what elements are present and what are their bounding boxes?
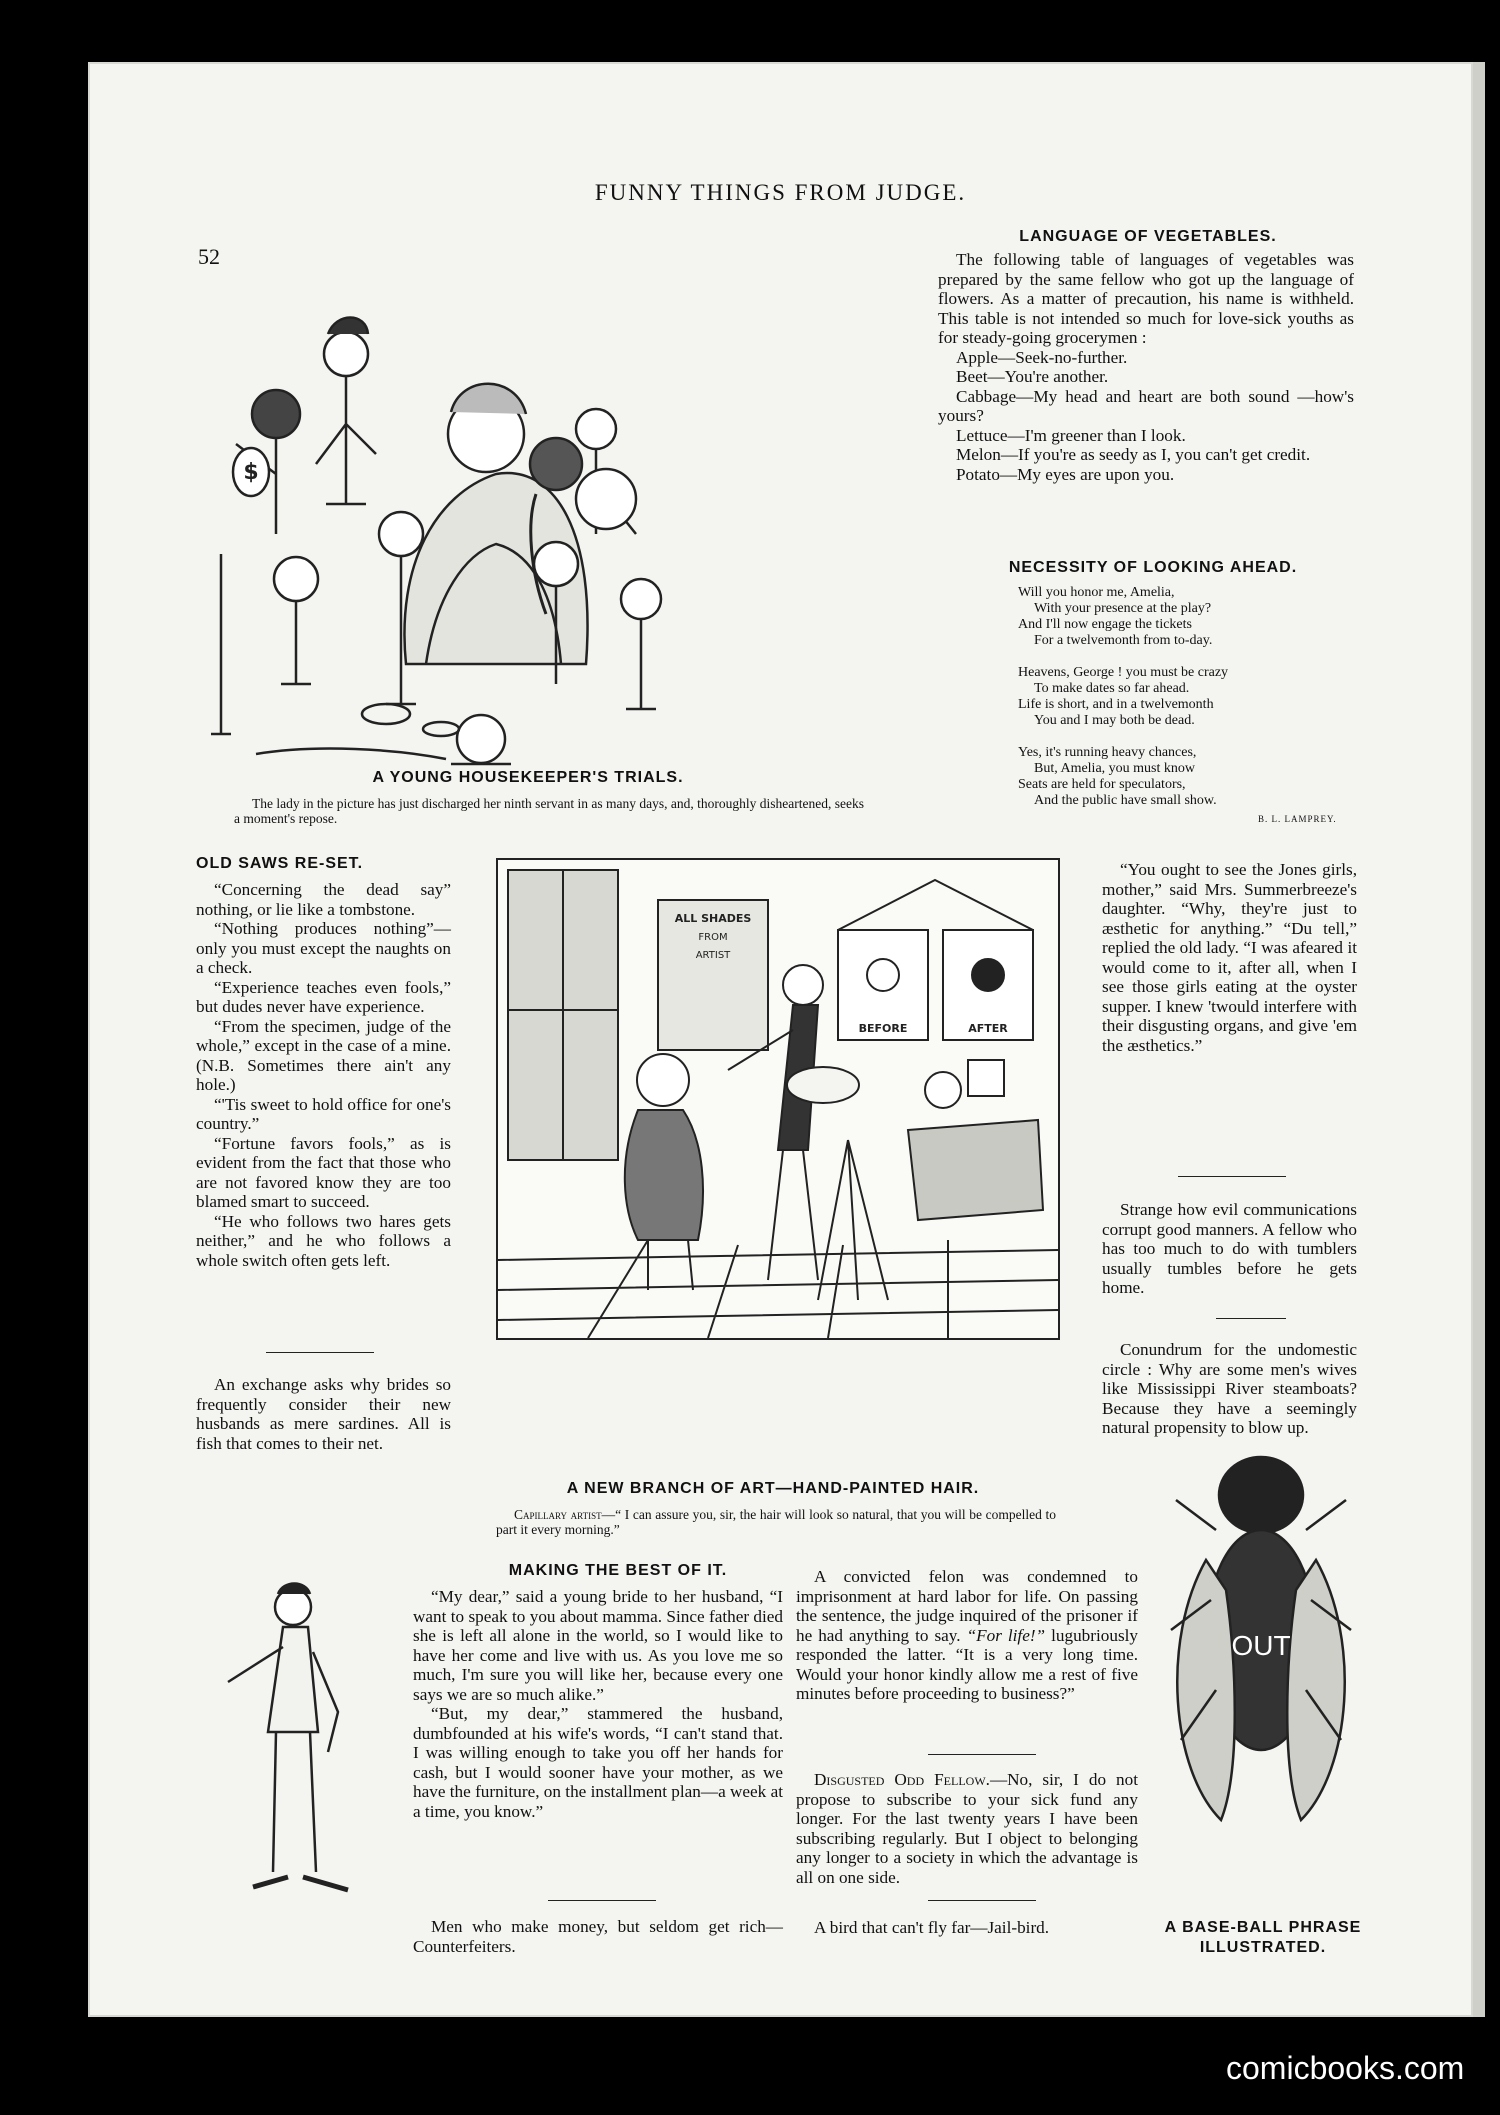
old-saws-title: OLD SAWS RE-SET. [196,855,364,872]
baseball-title: A BASE-BALL PHRASE ILLUSTRATED. [1164,1919,1362,1956]
making-best-p1: “My dear,” said a young bride to her husband, “I want to speak to you about mamma. Since father died she is left all alone in the world, so I would like to have her come and live with us. As you love me so much, I'm sure you will like her, because every one says we are so much alike.” [413,1587,783,1704]
exchange-article [196,1375,451,1453]
money-bag-symbol: $ [243,460,259,485]
divider [1178,1176,1286,1177]
saw-paragraph: “'Tis sweet to hold office for one's country.” [196,1094,451,1133]
saw-paragraph: “Nothing produces nothing”—only you must except the naughts on a check. [196,919,451,977]
dandy-drawing [198,1572,378,1917]
felon-text [796,1567,1138,1704]
art-quote: —“ I can assure you, sir, the hair will look so natural, that you will be compelled to part it every morning.” [496,1507,1057,1537]
jones-article [1102,860,1357,1055]
felon-article [796,1567,1138,1704]
vegetable-item: Lettuce—I'm greener than I look. [956,425,1186,445]
housekeeper-title: A YOUNG HOUSEKEEPER'S TRIALS. [372,769,684,786]
necessity-title: NECESSITY OF LOOKING AHEAD. [1008,559,1298,576]
old-saws-article [196,880,451,1270]
felon-text-b: lugubriously responded the latter. “It is a very long time. Would your honor kindly allow me a rest of five minutes before proceeding to business?” [796,1625,1139,1703]
poem-line: Seats are held for speculators, [1018,777,1186,792]
magazine-page [88,62,1473,2017]
vegetables-article [938,250,1354,484]
jail-bird-article [796,1918,1138,1938]
necessity-poem [1018,585,1338,809]
vegetable-item: Potato—My eyes are upon you. [956,464,1175,484]
poem-line: Heavens, George ! you must be crazy [1018,665,1229,680]
vegetables-intro: The following table of languages of vegetables was prepared by the same fellow who got up the language of flowers. As a matter of precaution, his name is withheld. This table is not intended so much for love-sick youths as for steady-going grocerymen : [938,250,1354,347]
art-caption [496,1507,1056,1537]
vegetable-item: Cabbage—My head and heart are both sound —how's yours? [938,386,1354,425]
fly-drawing [1166,1440,1356,1870]
money-text: Men who make money, but seldom get rich—Counterfeiters. [413,1917,783,1956]
divider [548,1900,656,1901]
felon-quote: “For life!” [966,1625,1046,1645]
poem-author: B. L. LAMPREY. [1258,814,1337,824]
running-head: FUNNY THINGS FROM JUDGE. [594,180,967,205]
art-title: A NEW BRANCH OF ART—HAND-PAINTED HAIR. [566,1480,980,1497]
fly-illustration [1166,1440,1356,1870]
odd-fellow-article [796,1770,1138,1887]
poem-line: Yes, it's running heavy chances, [1018,745,1197,760]
art-speaker: Capillary artist [514,1507,602,1522]
housekeeper-drawing [196,234,716,804]
poem-stanza [1018,745,1338,809]
watermark: comicbooks.com [1226,2050,1465,2086]
hand-painted-hair-illustration [496,858,1060,1340]
divider [928,1754,1036,1755]
conundrum-article [1102,1340,1357,1438]
vegetable-item: Apple—Seek-no-further. [956,347,1128,367]
poem-stanza [1018,585,1338,649]
sign-text-line: ARTIST [695,950,731,961]
saw-paragraph: “From the specimen, judge of the whole,” except in the case of a mine. (N.B. Sometimes there ain't any hole.) [196,1016,451,1094]
poem-stanza [1018,665,1338,729]
before-label: BEFORE [858,1022,908,1035]
making-best-title: MAKING THE BEST OF IT. [508,1562,728,1579]
odd-fellow-body: —No, sir, I do not propose to subscribe to your sick fund any longer. For the last twenty years I have been subscribing regularly. But I object to belonging any longer to a society in which the advantage is all on one side. [796,1770,1138,1887]
poem-line: To make dates so far ahead. [1034,681,1190,696]
poem-line: And the public have small show. [1034,793,1217,808]
poem-line: Life is short, and in a twelvemonth [1018,697,1214,712]
strange-article [1102,1200,1357,1298]
exchange-text: An exchange asks why brides so frequently consider their new husbands as mere sardines. All is fish that comes to their net. [196,1375,451,1453]
poem-line: And I'll now engage the tickets [1018,617,1192,632]
odd-fellow-label: Disgusted Odd Fellow. [814,1770,990,1789]
strange-text: Strange how evil communications corrupt good manners. A fellow who has too much to do with tumblers usually tumbles before he gets home. [1102,1200,1357,1297]
page-number: 52 [198,244,220,269]
odd-fellow-text [796,1770,1138,1887]
poem-line: You and I may both be dead. [1034,713,1195,728]
money-article [413,1917,783,1956]
poem-line: But, Amelia, you must know [1034,761,1195,776]
artist-scene-drawing [498,860,1058,1338]
saw-paragraph: “Experience teaches even fools,” but dudes never have experience. [196,977,451,1016]
housekeeper-illustration [196,234,716,804]
jail-bird-text: A bird that can't fly far—Jail-bird. [814,1918,1050,1937]
saw-paragraph: “Concerning the dead say” nothing, or lie like a tombstone. [196,880,451,919]
housekeeper-caption [234,796,864,826]
dandy-illustration [198,1572,378,1917]
making-best-p2: “But, my dear,” stammered the husband, dumbfounded at his wife's words, “I can't stand that. I was willing enough to take you off her hands for cash, but I would sooner have your mother, as we have the furniture, on the installment plan—a week at a time, you know.” [413,1704,783,1821]
felon-text-a: A convicted felon was condemned to imprisonment at hard labor for life. On passing the sentence, the judge inquired of the prisoner if he had anything to say. [796,1567,1138,1645]
page-edge [1473,62,1485,2017]
saw-paragraph: “He who follows two hares gets neither,” and he who follows a whole switch often gets left. [196,1211,451,1270]
saw-paragraph: “Fortune favors fools,” as is evident from the fact that those who are not favored know they are too blamed smart to succeed. [196,1133,451,1211]
vegetable-item: Melon—If you're as seedy as I, you can't get credit. [956,445,1311,464]
poem-line: For a twelvemonth from to-day. [1034,633,1213,648]
poem-line: With your presence at the play? [1034,601,1212,616]
sign-text-line: ALL SHADES [674,912,752,925]
poem-line: Will you honor me, Amelia, [1018,585,1175,600]
art-caption-text [496,1507,1056,1537]
making-best-article [413,1587,783,1821]
divider [266,1352,374,1353]
jones-text: “You ought to see the Jones girls, mother,” said Mrs. Summerbreeze's daughter. “Why, they're just to æsthetic for anything.” “Du tell,” replied the old lady. “I was afeared it would come to it, after all, when I see those girls eating at the oyster supper. I knew 'twould interfere with their disgusting organs, and give 'em the æsthetics.” [1102,860,1357,1055]
conundrum-text: Conundrum for the undomestic circle : Why are some men's wives like Mississippi River steamboats? Because they have a seemingly natural propensity to blow up. [1102,1340,1357,1437]
divider [1216,1318,1286,1319]
fly-out-label: OUT [1231,1630,1291,1661]
sign-text-line: FROM [698,932,728,943]
vegetables-title: LANGUAGE OF VEGETABLES. [1019,228,1277,245]
housekeeper-caption-text: The lady in the picture has just discharged her ninth servant in as many days, and, thoroughly disheartened, seeks a moment's repose. [234,796,864,826]
vegetable-item: Beet—You're another. [956,367,1109,386]
divider [928,1900,1036,1901]
after-label: AFTER [968,1022,1008,1035]
